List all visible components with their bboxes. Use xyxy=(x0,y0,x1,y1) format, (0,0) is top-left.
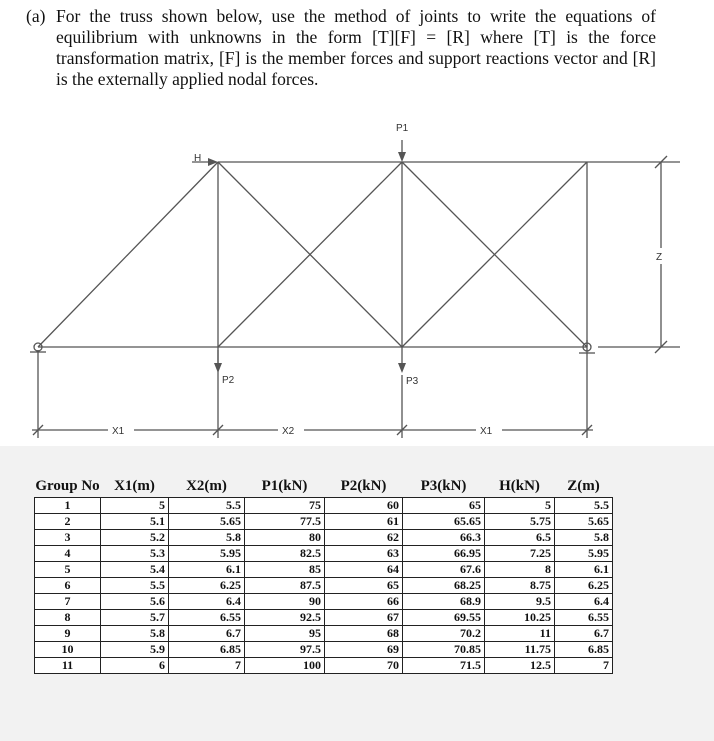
problem-text: For the truss shown below, use the method of joints to write the equations of equilibrium with unknowns in the form [T][F] = [R] where [T] is the force transformation matrix, [F] is the member forces and support reactions vector and [R] is the externally applied nodal forces. xyxy=(56,6,656,89)
table-cell: 6.55 xyxy=(555,610,613,626)
table-cell: 65 xyxy=(403,498,485,514)
table-cell: 85 xyxy=(245,562,325,578)
table-cell: 67.6 xyxy=(403,562,485,578)
table-cell: 8.75 xyxy=(485,578,555,594)
table-cell: 7 xyxy=(169,658,245,674)
table-cell: 66.3 xyxy=(403,530,485,546)
table-cell: 5.6 xyxy=(101,594,169,610)
table-cell: 7.25 xyxy=(485,546,555,562)
header-x1: X1(m) xyxy=(114,478,155,494)
p3-label: P3 xyxy=(406,376,419,387)
table-cell: 6.4 xyxy=(555,594,613,610)
table-cell: 10.25 xyxy=(485,610,555,626)
table-cell: 6.5 xyxy=(485,530,555,546)
end-diagonal-left xyxy=(38,162,218,347)
table-cell: 5.2 xyxy=(101,530,169,546)
problem-label: (a) xyxy=(26,6,46,26)
table-cell: 71.5 xyxy=(403,658,485,674)
table-row xyxy=(35,578,613,594)
table-row xyxy=(35,530,613,546)
table-row xyxy=(35,562,613,578)
table-cell: 70.85 xyxy=(403,642,485,658)
h-label: H xyxy=(194,153,202,164)
table-cell: 5.9 xyxy=(101,642,169,658)
table-cell: 90 xyxy=(245,594,325,610)
table-row xyxy=(35,658,613,674)
table-row xyxy=(35,514,613,530)
table-cell: 5.3 xyxy=(101,546,169,562)
table-cell: 10 xyxy=(35,642,101,658)
table-cell: 6.85 xyxy=(169,642,245,658)
table-cell: 5.95 xyxy=(555,546,613,562)
table-cell: 5 xyxy=(101,498,169,514)
table-cell: 5.5 xyxy=(169,498,245,514)
header-p2: P2(kN) xyxy=(340,478,387,494)
table-cell: 6.4 xyxy=(169,594,245,610)
table-cell: 5.95 xyxy=(169,546,245,562)
p2-label: P2 xyxy=(222,375,235,386)
header-group-no: Group No xyxy=(35,478,100,494)
table-row xyxy=(35,642,613,658)
table-cell: 7 xyxy=(555,658,613,674)
table-cell: 5.4 xyxy=(101,562,169,578)
table-cell: 70 xyxy=(325,658,403,674)
header-z: Z(m) xyxy=(567,478,600,494)
table-cell: 5.8 xyxy=(101,626,169,642)
table-cell: 1 xyxy=(35,498,101,514)
x1-left-label: X1 xyxy=(112,426,125,437)
table-cell: 66.95 xyxy=(403,546,485,562)
table-row xyxy=(35,594,613,610)
table-cell: 9.5 xyxy=(485,594,555,610)
table-cell: 64 xyxy=(325,562,403,578)
x2-label: X2 xyxy=(282,426,295,437)
p1-label: P1 xyxy=(396,123,409,134)
table-cell: 68.25 xyxy=(403,578,485,594)
z-label: Z xyxy=(656,252,663,263)
table-cell: 8 xyxy=(35,610,101,626)
table-cell: 62 xyxy=(325,530,403,546)
table-cell: 6.85 xyxy=(555,642,613,658)
header-h: H(kN) xyxy=(499,478,540,494)
table-cell: 11 xyxy=(35,658,101,674)
table-cell: 11.75 xyxy=(485,642,555,658)
table-cell: 9 xyxy=(35,626,101,642)
table-cell: 6.25 xyxy=(555,578,613,594)
table-cell: 6 xyxy=(101,658,169,674)
table-cell: 63 xyxy=(325,546,403,562)
table-row xyxy=(35,626,613,642)
table-cell: 6.7 xyxy=(169,626,245,642)
table-cell: 68.9 xyxy=(403,594,485,610)
table-cell: 75 xyxy=(245,498,325,514)
table-cell: 100 xyxy=(245,658,325,674)
table-cell: 4 xyxy=(35,546,101,562)
table-row xyxy=(35,610,613,626)
table-cell: 12.5 xyxy=(485,658,555,674)
table-cell: 3 xyxy=(35,530,101,546)
table-cell: 2 xyxy=(35,514,101,530)
table-body xyxy=(35,498,613,674)
header-p3: P3(kN) xyxy=(420,478,467,494)
table-cell: 61 xyxy=(325,514,403,530)
table-cell: 69 xyxy=(325,642,403,658)
table-cell: 65.65 xyxy=(403,514,485,530)
table-row xyxy=(35,498,613,514)
header-x2: X2(m) xyxy=(186,478,227,494)
table-cell: 7 xyxy=(35,594,101,610)
table-cell: 5.65 xyxy=(555,514,613,530)
table-cell: 5.8 xyxy=(555,530,613,546)
table-cell: 67 xyxy=(325,610,403,626)
table-cell: 6 xyxy=(35,578,101,594)
table-cell: 97.5 xyxy=(245,642,325,658)
table-cell: 5.65 xyxy=(169,514,245,530)
table-cell: 82.5 xyxy=(245,546,325,562)
table-cell: 11 xyxy=(485,626,555,642)
table-cell: 5.1 xyxy=(101,514,169,530)
table-cell: 5.75 xyxy=(485,514,555,530)
table-row xyxy=(35,546,613,562)
table-cell: 65 xyxy=(325,578,403,594)
table-cell: 87.5 xyxy=(245,578,325,594)
table-cell: 5.5 xyxy=(101,578,169,594)
table-cell: 95 xyxy=(245,626,325,642)
table-cell: 66 xyxy=(325,594,403,610)
table-header-row xyxy=(35,470,613,498)
table-cell: 8 xyxy=(485,562,555,578)
table-cell: 6.1 xyxy=(169,562,245,578)
table-cell: 80 xyxy=(245,530,325,546)
table-cell: 5.7 xyxy=(101,610,169,626)
table-cell: 5 xyxy=(35,562,101,578)
table-cell: 5.5 xyxy=(555,498,613,514)
table-cell: 5.8 xyxy=(169,530,245,546)
header-p1: P1(kN) xyxy=(261,478,308,494)
table-cell: 6.55 xyxy=(169,610,245,626)
table-cell: 60 xyxy=(325,498,403,514)
table-cell: 5 xyxy=(485,498,555,514)
table-cell: 70.2 xyxy=(403,626,485,642)
table-cell: 68 xyxy=(325,626,403,642)
parameter-table xyxy=(34,470,613,674)
table-cell: 6.25 xyxy=(169,578,245,594)
table-cell: 6.7 xyxy=(555,626,613,642)
table-cell: 92.5 xyxy=(245,610,325,626)
table-cell: 77.5 xyxy=(245,514,325,530)
x1-right-label: X1 xyxy=(480,426,493,437)
table-cell: 6.1 xyxy=(555,562,613,578)
table-cell: 69.55 xyxy=(403,610,485,626)
